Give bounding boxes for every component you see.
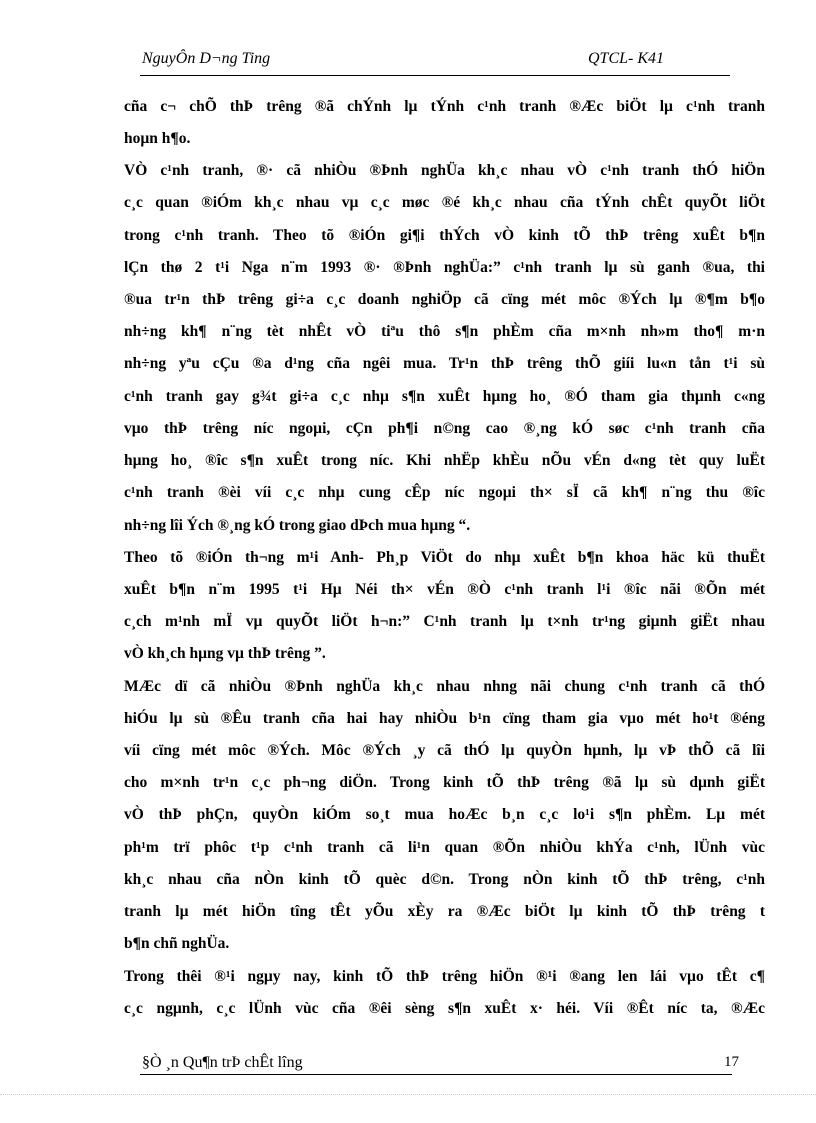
body-line: c¸c ngµnh, c¸c lÜnh vùc cña ®êi sèng s¶n xuÊt x· héi. Víi ®Êt níc ta, ®Æc: [124, 1000, 765, 1017]
body-line: b¶n chñ nghÜa.: [124, 935, 230, 952]
body-line: ph¹m trï phôc t¹p c¹nh tranh cã li¹n quan ®Õn nhiÒu khÝa c¹nh, lÜnh vùc: [124, 839, 765, 856]
body-line: vÒ thÞ phÇn, quyÒn kiÓm so¸t mua hoÆc b¸n c¸c lo¹i s¶n phÈm. Lµ mét: [124, 806, 765, 823]
body-line: c¸ch m¹nh mÏ vµ quyÕt liÖt h¬n:” C¹nh tranh lµ t×nh tr¹ng giµnh giËt nhau: [124, 613, 765, 630]
body-line: xuÊt b¶n n¨m 1995 t¹i Hµ Néi th× vÉn ®Ò c¹nh tranh l¹i ®îc nãi ®Õn mét: [124, 581, 765, 598]
body-line: Trong thêi ®¹i ngµy nay, kinh tÕ thÞ trêng hiÖn ®¹i ®ang len lái vµo tÊt c¶: [124, 968, 765, 985]
body-line: nh÷ng kh¶ n¨ng tèt nhÊt vÒ tiªu thô s¶n phÈm cña m×nh nh»m tho¶ m·n: [124, 323, 765, 340]
page-bottom-border: [0, 1094, 816, 1095]
page-number: 17: [724, 1054, 739, 1070]
body-line: vÒ kh¸ch hµng vµ thÞ trêng ”.: [124, 645, 326, 662]
header-class-code: QTCL- K41: [588, 50, 665, 67]
body-line: nh÷ng lîi Ých ®¸ng kÓ trong giao dÞch mua hµng “.: [124, 517, 471, 534]
body-line: c¸c quan ®iÓm kh¸c nhau vµ c¸c møc ®é kh¸c nhau cña tÝnh chÊt quyÕt liÖt: [124, 194, 765, 211]
footer-rule: [140, 1074, 732, 1075]
body-line: cña c¬ chÕ thÞ trêng ®ã chÝnh lµ tÝnh c¹nh tranh ®Æc biÖt lµ c¹nh tranh: [124, 98, 765, 115]
body-line: Theo tõ ®iÓn th¬ng m¹i Anh- Ph¸p ViÖt do nhµ xuÊt b¶n khoa häc kü thuËt: [124, 549, 765, 566]
body-line: c¹nh tranh ®èi víi c¸c nhµ cung cÊp níc ngoµi th× sÏ cã kh¶ n¨ng thu ®îc: [124, 484, 765, 501]
header-rule: [140, 75, 730, 76]
body-line: trong c¹nh tranh. Theo tõ ®iÓn gi¶i thÝch vÒ kinh tÕ thÞ trêng xuÊt b¶n: [124, 227, 765, 244]
body-line: cho m×nh tr¹n c¸c ph¬ng diÖn. Trong kinh tÕ thÞ trêng ®ã lµ sù dµnh giËt: [124, 774, 765, 791]
body-line: víi cïng mét môc ®Ých. Môc ®Ých ¸y cã thÓ lµ quyÒn hµnh, lµ vÞ thÕ cã lîi: [124, 742, 765, 759]
body-line: tranh lµ mét hiÖn tîng tÊt yÕu xÈy ra ®Æc biÖt lµ kinh tÕ thÞ trêng t: [124, 903, 765, 920]
footer-title: §Ò ¸n Qu¶n trÞ chÊt lîng: [142, 1054, 303, 1071]
body-line: c¹nh tranh gay g¾t gi÷a c¸c nhµ s¶n xuÊt hµng ho¸ ®Ó tham gia thµnh c«ng: [124, 388, 765, 405]
body-line: nh÷ng yªu cÇu ®a d¹ng cña ngêi mua. Tr¹n thÞ trêng thÕ giíi lu«n tån t¹i sù: [124, 355, 765, 372]
body-line: kh¸c nhau cña nÒn kinh tÕ quèc d©n. Trong nÒn kinh tÕ thÞ trêng, c¹nh: [124, 871, 765, 888]
body-line: vµo thÞ trêng níc ngoµi, cÇn ph¶i n©ng cao ®¸ng kÓ søc c¹nh tranh cña: [124, 420, 765, 437]
body-line: lÇn thø 2 t¹i Nga n¨m 1993 ®· ®Þnh nghÜa:” c¹nh tranh lµ sù ganh ®ua, thi: [124, 259, 765, 276]
body-line: MÆc dï cã nhiÒu ®Þnh nghÜa kh¸c nhau nhng nãi chung c¹nh tranh cã thÓ: [124, 678, 765, 695]
header-author: NguyÔn D¬ng Ting: [142, 50, 271, 67]
body-line: ®ua tr¹n thÞ trêng gi÷a c¸c doanh nghiÖp cã cïng mét môc ®Ých lµ ®¶m b¶o: [124, 291, 765, 308]
body-line: hiÓu lµ sù ®Êu tranh cña hai hay nhiÒu b¹n cïng tham gia vµo mét ho¹t ®éng: [124, 710, 765, 727]
body-line: hµng ho¸ ®îc s¶n xuÊt trong níc. Khi nhËp khÈu nÕu vÉn d«ng tèt quy luËt: [124, 452, 765, 469]
body-line: hoµn h¶o.: [124, 130, 191, 147]
body-line: VÒ c¹nh tranh, ®· cã nhiÒu ®Þnh nghÜa kh¸c nhau vÒ c¹nh tranh thÓ hiÖn: [124, 162, 765, 179]
